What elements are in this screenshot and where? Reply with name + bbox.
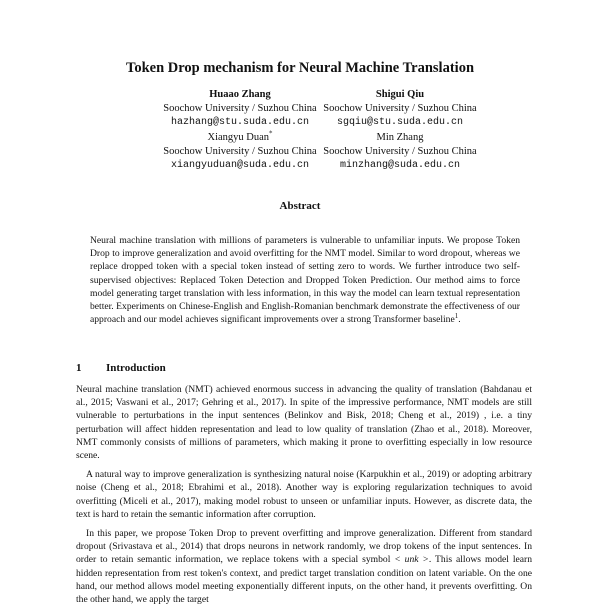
author-affiliation: Soochow University / Suzhou China — [323, 103, 477, 114]
section-number: 1 — [76, 362, 82, 374]
section-title: Introduction — [106, 362, 166, 374]
author-name: Xiangyu Duan — [207, 132, 270, 143]
author-email[interactable]: minzhang@suda.edu.cn — [339, 160, 461, 171]
paragraph — [76, 527, 532, 606]
abstract-end: . — [458, 314, 461, 326]
unk-symbol: < unk > — [394, 554, 429, 566]
author-block — [300, 88, 500, 130]
author-name: Huaao Zhang — [209, 89, 271, 100]
author-affiliation: Soochow University / Suzhou China — [163, 103, 317, 114]
author-name: Shigui Qiu — [375, 89, 425, 100]
paragraph-text: . This allows model learn hidden representation from rest token's context, and predict target translation condition on latent variable. On the one hand, our method allows model meeting exponentially different inputs, on the other hand, it prevents overfitting. On the other hand, we apply the target — [76, 554, 532, 606]
author-name: Min Zhang — [376, 132, 424, 143]
author-email[interactable]: sgqiu@stu.suda.edu.cn — [336, 117, 464, 128]
author-affiliation: Soochow University / Suzhou China — [163, 146, 317, 157]
paragraph: Neural machine translation (NMT) achieved enormous success in advancing the quality of translation (Bahdanau et al., 2015; Vaswani et al., 2017; Gehring et al., 2017). In spite of the impressive performance, NMT models are still vulnerable to perturbations in the input sentences (Belinkov and Bisk, 2018; Cheng et al., 2019) , i.e. a tiny perturbation will affect hidden representation and lead to low quality of translation (Zhao et al., 2018). Moreover, NMT commonly consists of millions of parameters, which making it prone to overfitting especially in low resource scene. — [76, 384, 532, 462]
section-body — [76, 383, 532, 612]
footnote-mark[interactable]: 1 — [454, 312, 459, 321]
corresponding-author-mark: * — [269, 129, 273, 138]
abstract-text — [90, 234, 520, 326]
section-heading — [76, 362, 166, 374]
author-block — [300, 131, 500, 173]
paragraph: A natural way to improve generalization is synthesizing natural noise (Karpukhin et al., 2019) or adopting arbitrary noise (Cheng et al., 2018; Ebrahimi et al., 2018). Another way is exploring regularization techniques to avoid overfitting (Miceli et al., 2017), making model robust to unseen or unfamiliar inputs. However, as discrete data, the text is hard to retain the semantic information after corruption. — [76, 469, 532, 520]
author-email[interactable]: hazhang@stu.suda.edu.cn — [170, 117, 310, 128]
author-affiliation: Soochow University / Suzhou China — [323, 146, 477, 157]
abstract-heading: Abstract — [279, 200, 321, 212]
abstract-body: Neural machine translation with millions of parameters is vulnerable to unfamiliar inputs. We propose Token Drop to improve generalization and avoid overfitting for the NMT model. Similar to word dropout, whereas we replace dropped token with a special token instead of setting zero to words. We further introduce two self-supervised objectives: Replaced Token Detection and Dropped Token Prediction. Our method aims to force model generating target translation with less information, in this way the model can learn textual representation better. Experiments on Chinese-English and English-Romanian benchmark demonstrate the effectiveness of our approach and our model achieves significant improvements over a strong Transformer baseline — [90, 235, 520, 326]
author-email[interactable]: xiangyuduan@suda.edu.cn — [170, 160, 310, 171]
paper-title: Token Drop mechanism for Neural Machine Translation — [125, 60, 475, 76]
paragraph-text: In this paper, we propose Token Drop to prevent overfitting and improve generalization. Different from standard dropout (Srivastava et al., 2014) that drops neurons in network randomly, we drop tokens of the input sentences. In order to retain semantic information, we replace tokens with a special symbol — [76, 528, 532, 566]
